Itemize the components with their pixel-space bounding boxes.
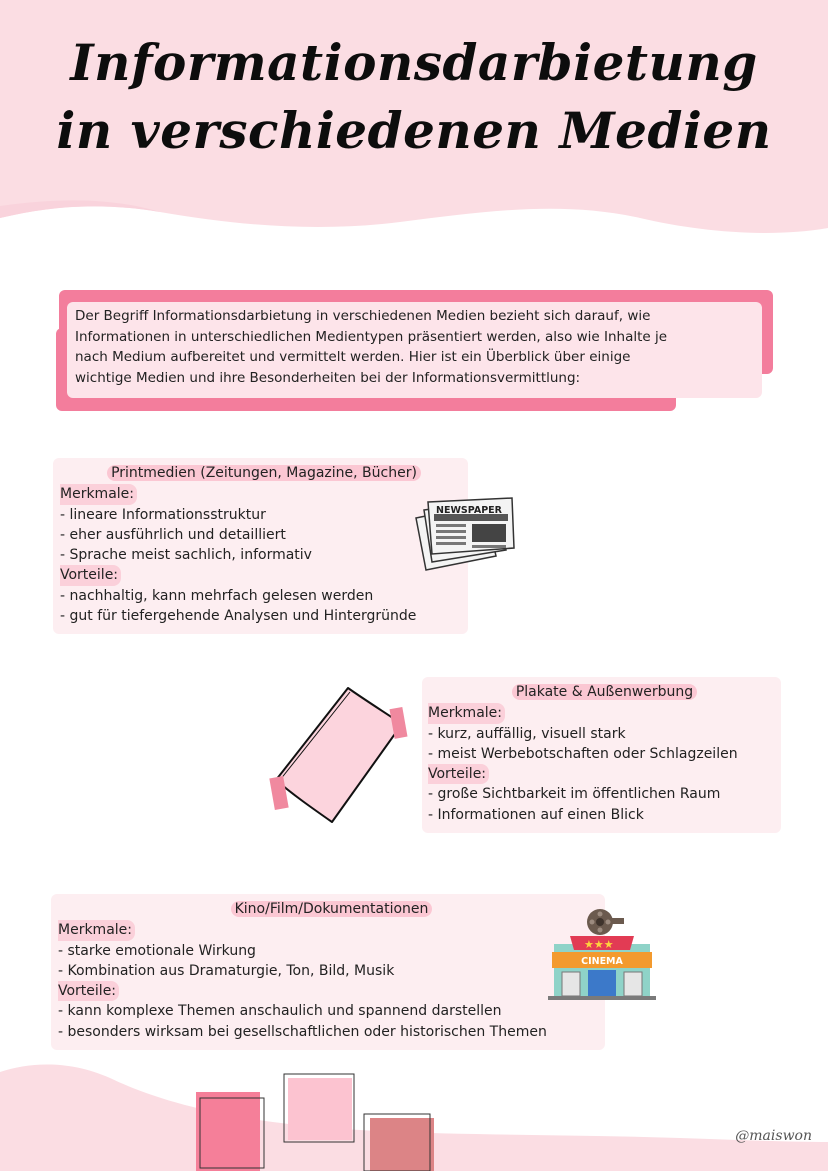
plakate-features-label: Merkmale:: [428, 703, 505, 723]
list-item: - kann komplexe Themen anschaulich und spannend darstellen: [58, 1003, 502, 1020]
kino-features-label: Merkmale:: [58, 920, 135, 940]
decorative-squares: [190, 1072, 440, 1171]
intro-text-box: [67, 302, 762, 398]
svg-text:★★★: ★★★: [584, 938, 614, 951]
list-item: - lineare Informationsstruktur: [60, 506, 266, 523]
plakate-title: Plakate & Außenwerbung: [512, 684, 697, 700]
list-item: - starke emotionale Wirkung: [58, 942, 256, 959]
page-title-line-2: in verschiedenen Medien: [56, 101, 772, 160]
list-item: - Sprache meist sachlich, informativ: [60, 547, 312, 564]
intro-line: nach Medium aufbereitet und vermittelt werden. Hier ist ein Überblick über einige: [75, 349, 631, 365]
kino-advantages-label: Vorteile:: [58, 981, 119, 1001]
intro-line: wichtige Medien und ihre Besonderheiten bei der Informationsvermittlung:: [75, 369, 581, 386]
newspaper-icon-text: NEWSPAPER: [436, 505, 502, 516]
list-item: - Informationen auf einen Blick: [428, 806, 644, 823]
list-item: - besonders wirksam bei gesellschaftlichen oder historischen Themen: [58, 1023, 547, 1040]
list-item: - gut für tiefergehende Analysen und Hintergründe: [60, 608, 417, 625]
list-item: - nachhaltig, kann mehrfach gelesen werden: [60, 587, 374, 604]
page-title-line-1: Informationsdarbietung: [70, 33, 758, 92]
list-item: - meist Werbebotschaften oder Schlagzeilen: [428, 745, 738, 762]
printmedien-advantages-label: Vorteile:: [60, 565, 121, 585]
poster-illustration: [266, 682, 416, 832]
printmedien-features-label: Merkmale:: [60, 484, 137, 504]
list-item: - große Sichtbarkeit im öffentlichen Raum: [428, 786, 721, 803]
list-item: - Kombination aus Dramaturgie, Ton, Bild, Musik: [58, 962, 395, 979]
printmedien-title: Printmedien (Zeitungen, Magazine, Bücher): [107, 465, 421, 481]
newspaper-icon: [410, 490, 522, 576]
list-item: - eher ausführlich und detailliert: [60, 526, 286, 543]
intro-line: Informationen in unterschiedlichen Medientypen präsentiert werden, also wie Inhalte je: [75, 328, 668, 345]
printmedien-card: [53, 458, 468, 634]
cinema-icon-text: CINEMA: [581, 956, 623, 967]
kino-card: [51, 894, 605, 1050]
plakate-card: [422, 677, 781, 833]
author-signature: @maiswon: [735, 1128, 812, 1144]
intro-line: Der Begriff Informationsdarbietung in verschiedenen Medien bezieht sich darauf, wie: [75, 308, 651, 324]
cinema-icon: [548, 906, 658, 1002]
plakate-advantages-label: Vorteile:: [428, 764, 489, 784]
kino-title: Kino/Film/Dokumentationen: [231, 901, 433, 917]
list-item: - kurz, auffällig, visuell stark: [428, 725, 626, 742]
